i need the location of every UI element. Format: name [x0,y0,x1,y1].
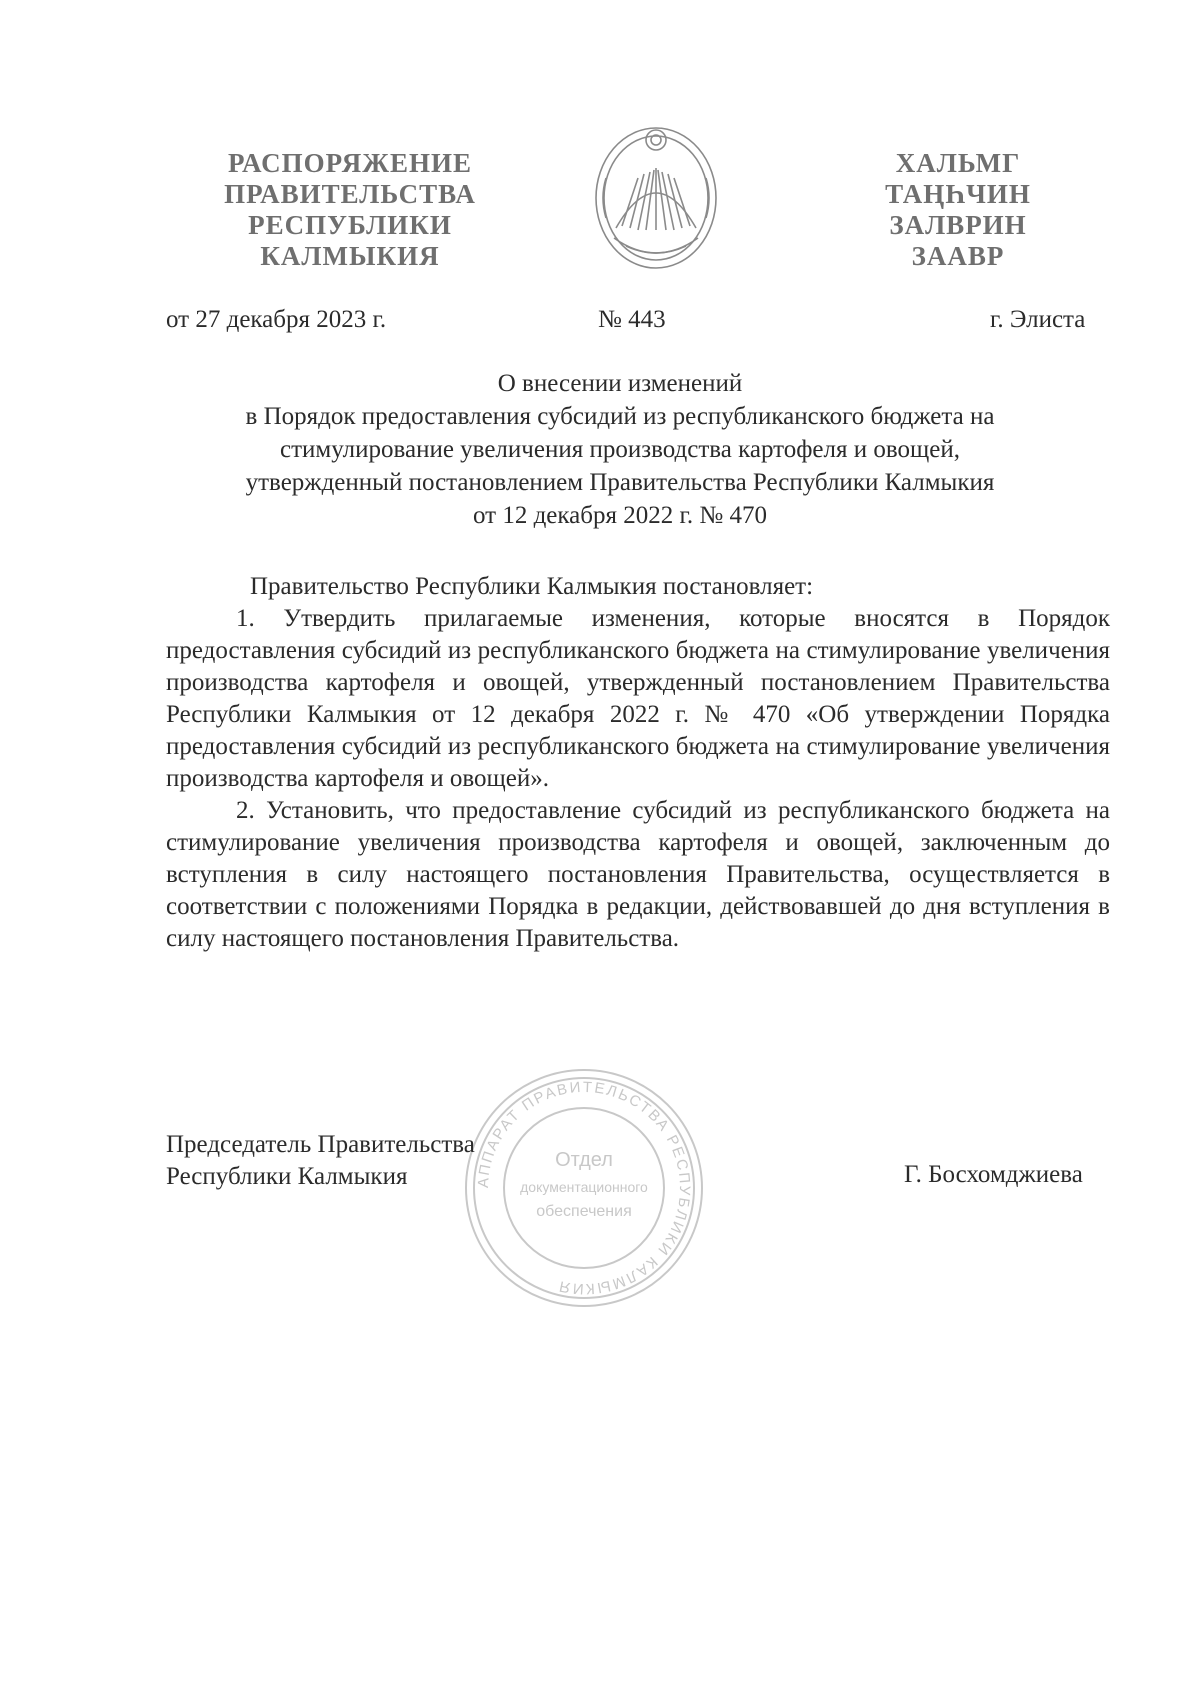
header-left-line: ПРАВИТЕЛЬСТВА [224,179,476,209]
preamble: Правительство Республики Калмыкия постановляет: [250,573,814,600]
signatory-title-line: Председатель Правительства [166,1131,475,1158]
title-line: О внесении изменений [497,370,743,397]
title-line: утвержденный постановлением Правительства Республики Калмыкия [245,469,995,496]
header-left-line: КАЛМЫКИЯ [260,241,440,271]
document-title [120,367,1120,532]
signatory-title [166,1129,475,1193]
header-right-line: ЗААВР [911,241,1005,271]
header-right-line: ЗАЛВРИН [889,210,1027,240]
kalmykia-emblem-icon [586,118,726,278]
header-left-line: РАСПОРЯЖЕНИЕ [227,148,473,178]
signatory-name: Г. Босхомджиева [904,1161,1083,1188]
paragraph-1: 1. Утвердить прилагаемые изменения, которые вносятся в Порядок предоставления субсидий из республиканского бюджета на стимулирование увеличения производства картофеля и овощей, утвержденный постановлением Правительства Республики Калмыкия от 12 декабря 2022 г. № 470 «Об утверждении Порядка предоставления субсидий из республиканского бюджета на стимулирование увеличения производства картофеля и овощей». [166,605,1110,792]
paragraph-2: 2. Установить, что предоставление субсидий из республиканского бюджета на стимулирование увеличения производства картофеля и овощей, заключенным до вступления в силу настоящего постановления Правительства, осуществляется в соответствии с положениями Порядка в редакции, действовавшей до дня вступления в силу настоящего постановления Правительства. [166,797,1110,952]
title-line: в Порядок предоставления субсидий из республиканского бюджета на [245,403,995,430]
document-number: № 443 [598,306,666,333]
title-line: стимулирование увеличения производства картофеля и овощей, [280,436,960,463]
stamp-ring-text: АППАРАТ ПРАВИТЕЛЬСТВА РЕСПУБЛИКИ КАЛМЫКИЯ [474,1078,694,1298]
document-city: г. Элиста [990,306,1086,333]
header-right-title [858,148,1058,272]
header-right-line: ТАҢҺЧИН [885,179,1031,209]
header-left-line: РЕСПУБЛИКИ [248,210,452,240]
stamp-inner-line: обеспечения [536,1203,632,1220]
official-stamp [462,1066,706,1310]
document-body [166,571,1110,955]
document-date: от 27 декабря 2023 г. [166,306,387,333]
header-right-line: ХАЛЬМГ [895,148,1021,178]
title-line: от 12 декабря 2022 г. № 470 [472,502,768,529]
signatory-title-line: Республики Калмыкия [166,1163,408,1190]
stamp-inner-line: документационного [520,1179,648,1195]
stamp-inner-line: Отдел [555,1149,613,1171]
header-left-title [200,148,500,272]
